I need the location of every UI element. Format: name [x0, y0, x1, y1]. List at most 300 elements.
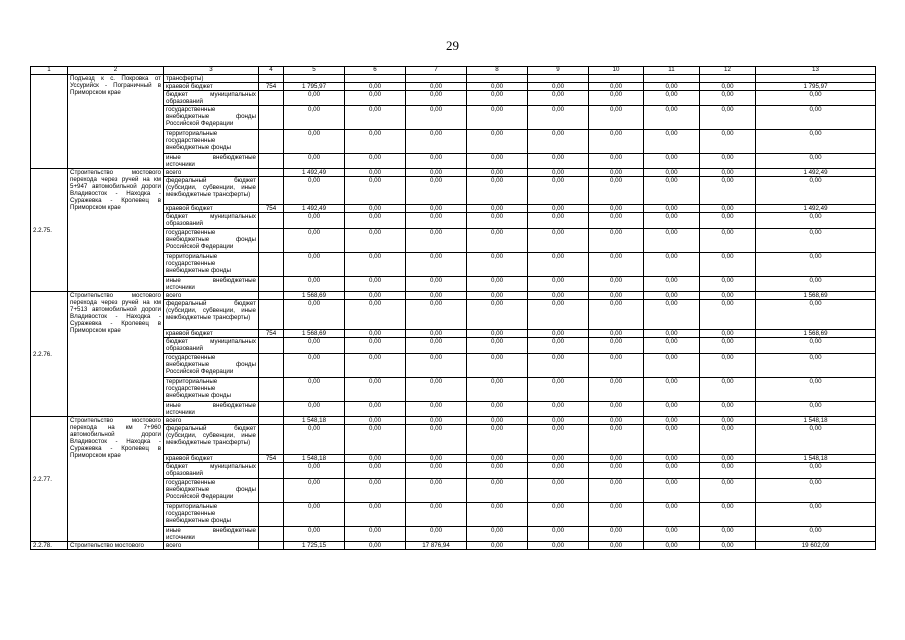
amount-cell: 0,00 [467, 205, 528, 213]
column-header: 7 [406, 67, 467, 75]
amount-cell: 0,00 [467, 106, 528, 130]
amount-cell: 0,00 [284, 213, 345, 229]
amount-cell: 0,00 [589, 106, 644, 130]
amount-cell: 0,00 [700, 378, 756, 402]
amount-cell: 0,00 [700, 503, 756, 527]
amount-cell: 0,00 [284, 106, 345, 130]
amount-cell: 0,00 [467, 503, 528, 527]
amount-cell: 0,00 [467, 154, 528, 169]
amount-cell: 0,00 [345, 527, 406, 542]
amount-cell: 0,00 [528, 455, 589, 463]
amount-cell: 0,00 [345, 292, 406, 300]
amount-cell: 0,00 [406, 130, 467, 154]
item-number: 2.2.78. [31, 542, 68, 550]
amount-cell: 0,00 [528, 417, 589, 425]
amount-cell: 0,00 [589, 455, 644, 463]
amount-cell: 0,00 [700, 527, 756, 542]
amount-cell: 0,00 [700, 205, 756, 213]
amount-cell: 0,00 [528, 479, 589, 503]
amount-cell: 0,00 [528, 354, 589, 378]
amount-cell: 0,00 [644, 417, 700, 425]
funding-source: краевой бюджет [164, 455, 259, 463]
amount-cell: 1 568,69 [756, 330, 876, 338]
column-header: 10 [589, 67, 644, 75]
amount-cell: 0,00 [345, 205, 406, 213]
funding-source: территориальные государственные внебюджетные фонды [164, 253, 259, 277]
amount-cell: 0,00 [756, 300, 876, 330]
amount-cell: 0,00 [700, 106, 756, 130]
amount-cell: 0,00 [406, 213, 467, 229]
amount-cell: 1 548,18 [284, 417, 345, 425]
column-header: 13 [756, 67, 876, 75]
amount-cell: 0,00 [284, 479, 345, 503]
amount-cell: 0,00 [756, 130, 876, 154]
amount-cell: 0,00 [589, 542, 644, 550]
amount-cell: 0,00 [756, 527, 876, 542]
amount-cell: 0,00 [700, 402, 756, 417]
amount-cell: 0,00 [756, 402, 876, 417]
amount-cell: 0,00 [406, 330, 467, 338]
amount-cell: 0,00 [406, 417, 467, 425]
amount-cell: 0,00 [644, 425, 700, 455]
amount-cell: 0,00 [700, 277, 756, 292]
page-number: 29 [446, 38, 459, 53]
item-number: 2.2.77. [31, 417, 68, 542]
amount-cell: 0,00 [467, 213, 528, 229]
amount-cell: 0,00 [284, 463, 345, 479]
amount-cell: 0,00 [284, 402, 345, 417]
amount-cell [406, 75, 467, 83]
column-header: 12 [700, 67, 756, 75]
amount-cell: 0,00 [406, 154, 467, 169]
amount-cell: 0,00 [528, 83, 589, 91]
amount-cell: 0,00 [284, 425, 345, 455]
amount-cell: 0,00 [589, 229, 644, 253]
budget-code [259, 130, 284, 154]
amount-cell: 0,00 [756, 213, 876, 229]
amount-cell: 0,00 [467, 253, 528, 277]
amount-cell: 0,00 [756, 378, 876, 402]
table-row [31, 292, 876, 300]
amount-cell: 1 492,49 [756, 169, 876, 177]
amount-cell: 0,00 [700, 417, 756, 425]
funding-source: иные внебюджетные источники [164, 402, 259, 417]
amount-cell: 0,00 [345, 213, 406, 229]
funding-source: федеральный бюджет (субсидии, субвенции, иные межбюджетные трансферты) [164, 177, 259, 205]
funding-source: территориальные государственные внебюджетные фонды [164, 503, 259, 527]
amount-cell: 0,00 [345, 229, 406, 253]
amount-cell: 1 548,18 [756, 455, 876, 463]
amount-cell: 0,00 [528, 463, 589, 479]
amount-cell: 0,00 [756, 277, 876, 292]
amount-cell: 0,00 [406, 91, 467, 106]
amount-cell: 1 568,69 [284, 292, 345, 300]
amount-cell: 0,00 [528, 130, 589, 154]
amount-cell: 0,00 [406, 277, 467, 292]
amount-cell: 0,00 [644, 463, 700, 479]
budget-code [259, 300, 284, 330]
amount-cell: 0,00 [589, 177, 644, 205]
item-number [31, 75, 68, 169]
amount-cell: 0,00 [644, 91, 700, 106]
amount-cell: 0,00 [700, 354, 756, 378]
budget-code: 754 [259, 330, 284, 338]
amount-cell: 0,00 [467, 354, 528, 378]
amount-cell: 0,00 [700, 338, 756, 354]
amount-cell: 0,00 [345, 455, 406, 463]
amount-cell: 0,00 [406, 292, 467, 300]
amount-cell: 0,00 [700, 292, 756, 300]
amount-cell: 0,00 [467, 417, 528, 425]
amount-cell: 0,00 [467, 402, 528, 417]
amount-cell: 0,00 [700, 455, 756, 463]
amount-cell: 0,00 [589, 417, 644, 425]
amount-cell: 0,00 [345, 425, 406, 455]
amount-cell: 0,00 [589, 253, 644, 277]
budget-code [259, 292, 284, 300]
amount-cell: 0,00 [700, 229, 756, 253]
funding-source: всего [164, 417, 259, 425]
amount-cell: 0,00 [528, 330, 589, 338]
amount-cell: 0,00 [284, 277, 345, 292]
amount-cell: 0,00 [644, 177, 700, 205]
amount-cell: 0,00 [467, 177, 528, 205]
funding-source: всего [164, 292, 259, 300]
funding-source: бюджет муниципальных образований [164, 338, 259, 354]
table-row [31, 542, 876, 550]
funding-source: иные внебюджетные источники [164, 154, 259, 169]
amount-cell: 0,00 [589, 205, 644, 213]
amount-cell: 0,00 [756, 177, 876, 205]
budget-code [259, 402, 284, 417]
amount-cell: 0,00 [345, 177, 406, 205]
amount-cell: 1 548,18 [756, 417, 876, 425]
amount-cell: 0,00 [644, 300, 700, 330]
amount-cell: 0,00 [406, 455, 467, 463]
budget-code [259, 479, 284, 503]
amount-cell: 0,00 [345, 479, 406, 503]
amount-cell: 0,00 [589, 378, 644, 402]
budget-code [259, 106, 284, 130]
amount-cell: 0,00 [700, 130, 756, 154]
amount-cell: 0,00 [756, 463, 876, 479]
amount-cell: 0,00 [406, 229, 467, 253]
amount-cell: 0,00 [756, 354, 876, 378]
amount-cell: 0,00 [284, 154, 345, 169]
amount-cell: 0,00 [589, 169, 644, 177]
amount-cell: 0,00 [589, 83, 644, 91]
funding-source: государственные внебюджетные фонды Российской Федерации [164, 354, 259, 378]
column-header: 8 [467, 67, 528, 75]
amount-cell: 0,00 [406, 169, 467, 177]
amount-cell: 0,00 [589, 503, 644, 527]
amount-cell: 0,00 [756, 479, 876, 503]
amount-cell: 0,00 [528, 292, 589, 300]
amount-cell: 0,00 [467, 130, 528, 154]
amount-cell: 0,00 [406, 253, 467, 277]
amount-cell: 0,00 [284, 378, 345, 402]
amount-cell: 0,00 [284, 91, 345, 106]
amount-cell: 0,00 [345, 130, 406, 154]
funding-source: иные внебюджетные источники [164, 277, 259, 292]
funding-source: краевой бюджет [164, 330, 259, 338]
amount-cell: 0,00 [644, 527, 700, 542]
amount-cell: 0,00 [644, 169, 700, 177]
amount-cell: 1 795,97 [284, 83, 345, 91]
funding-source: всего [164, 169, 259, 177]
amount-cell: 0,00 [700, 154, 756, 169]
budget-code [259, 229, 284, 253]
funding-source: всего [164, 542, 259, 550]
amount-cell: 0,00 [284, 527, 345, 542]
column-header: 3 [164, 67, 259, 75]
amount-cell: 0,00 [700, 169, 756, 177]
amount-cell: 0,00 [528, 177, 589, 205]
amount-cell: 0,00 [589, 154, 644, 169]
amount-cell: 0,00 [345, 106, 406, 130]
amount-cell: 0,00 [528, 205, 589, 213]
budget-code [259, 91, 284, 106]
amount-cell: 0,00 [406, 177, 467, 205]
amount-cell: 1 492,49 [284, 169, 345, 177]
funding-source: государственные внебюджетные фонды Российской Федерации [164, 229, 259, 253]
amount-cell: 0,00 [644, 338, 700, 354]
amount-cell: 0,00 [467, 338, 528, 354]
amount-cell: 0,00 [467, 277, 528, 292]
amount-cell: 0,00 [345, 338, 406, 354]
amount-cell [467, 75, 528, 83]
amount-cell: 0,00 [644, 479, 700, 503]
amount-cell: 0,00 [284, 229, 345, 253]
amount-cell: 0,00 [644, 154, 700, 169]
amount-cell [345, 75, 406, 83]
amount-cell: 1 568,69 [756, 292, 876, 300]
amount-cell: 0,00 [284, 177, 345, 205]
amount-cell: 0,00 [284, 354, 345, 378]
amount-cell [589, 75, 644, 83]
amount-cell: 1 725,15 [284, 542, 345, 550]
amount-cell: 1 492,49 [756, 205, 876, 213]
amount-cell: 0,00 [406, 300, 467, 330]
amount-cell: 0,00 [589, 354, 644, 378]
amount-cell: 0,00 [700, 83, 756, 91]
budget-code [259, 338, 284, 354]
project-name: Строительство мостового перехода через ручей на км 5+947 автомобильной дороги Владивосток - Находка - Суражевка - Кролевец в Приморском крае [68, 169, 164, 292]
funding-source: территориальные государственные внебюджетные фонды [164, 130, 259, 154]
amount-cell: 0,00 [528, 300, 589, 330]
item-number: 2.2.76. [31, 292, 68, 417]
amount-cell [528, 75, 589, 83]
budget-code [259, 527, 284, 542]
amount-cell: 0,00 [528, 106, 589, 130]
amount-cell: 1 548,18 [284, 455, 345, 463]
funding-source: краевой бюджет [164, 205, 259, 213]
amount-cell: 0,00 [345, 154, 406, 169]
funding-source: государственные внебюджетные фонды Российской Федерации [164, 479, 259, 503]
amount-cell [756, 75, 876, 83]
budget-code [259, 75, 284, 83]
amount-cell: 0,00 [528, 253, 589, 277]
amount-cell: 0,00 [345, 463, 406, 479]
amount-cell: 0,00 [345, 503, 406, 527]
amount-cell: 0,00 [528, 169, 589, 177]
budget-code [259, 378, 284, 402]
budget-code: 754 [259, 205, 284, 213]
amount-cell: 0,00 [589, 292, 644, 300]
amount-cell: 0,00 [589, 479, 644, 503]
amount-cell: 0,00 [700, 463, 756, 479]
funding-source: территориальные государственные внебюджетные фонды [164, 378, 259, 402]
amount-cell: 0,00 [528, 277, 589, 292]
budget-code [259, 213, 284, 229]
budget-code [259, 169, 284, 177]
project-name: Строительство мостового перехода на км 7+960 автомобильной дороги Владивосток - Находка - Суражевка - Кролевец в Приморском крае [68, 417, 164, 542]
amount-cell: 0,00 [700, 330, 756, 338]
amount-cell: 0,00 [756, 253, 876, 277]
budget-code [259, 417, 284, 425]
amount-cell [644, 75, 700, 83]
amount-cell: 0,00 [467, 378, 528, 402]
amount-cell: 0,00 [345, 330, 406, 338]
amount-cell: 0,00 [284, 130, 345, 154]
amount-cell: 0,00 [345, 277, 406, 292]
amount-cell: 0,00 [345, 417, 406, 425]
column-header: 11 [644, 67, 700, 75]
amount-cell: 0,00 [467, 463, 528, 479]
amount-cell: 0,00 [467, 330, 528, 338]
amount-cell: 0,00 [644, 330, 700, 338]
amount-cell: 0,00 [700, 300, 756, 330]
amount-cell: 0,00 [700, 425, 756, 455]
budget-code [259, 542, 284, 550]
amount-cell: 0,00 [406, 425, 467, 455]
amount-cell: 0,00 [284, 338, 345, 354]
amount-cell: 0,00 [644, 229, 700, 253]
funding-source: государственные внебюджетные фонды Российской Федерации [164, 106, 259, 130]
amount-cell: 0,00 [467, 425, 528, 455]
amount-cell: 0,00 [406, 338, 467, 354]
amount-cell: 0,00 [528, 154, 589, 169]
amount-cell: 0,00 [345, 91, 406, 106]
funding-source: федеральный бюджет (субсидии, субвенции, иные межбюджетные трансферты) [164, 425, 259, 455]
amount-cell: 0,00 [467, 229, 528, 253]
amount-cell: 0,00 [467, 300, 528, 330]
amount-cell: 0,00 [589, 338, 644, 354]
amount-cell: 0,00 [528, 213, 589, 229]
amount-cell: 0,00 [589, 463, 644, 479]
amount-cell: 0,00 [345, 542, 406, 550]
amount-cell: 0,00 [589, 425, 644, 455]
amount-cell: 0,00 [406, 479, 467, 503]
amount-cell: 0,00 [406, 463, 467, 479]
amount-cell: 0,00 [467, 169, 528, 177]
amount-cell: 0,00 [700, 542, 756, 550]
funding-source: бюджет муниципальных образований [164, 463, 259, 479]
amount-cell: 0,00 [756, 338, 876, 354]
header-row [31, 67, 876, 75]
amount-cell: 0,00 [467, 91, 528, 106]
amount-cell: 0,00 [644, 378, 700, 402]
funding-source: краевой бюджет [164, 83, 259, 91]
column-header: 5 [284, 67, 345, 75]
funding-source: бюджет муниципальных образований [164, 213, 259, 229]
budget-code [259, 253, 284, 277]
amount-cell: 0,00 [406, 83, 467, 91]
amount-cell: 0,00 [528, 425, 589, 455]
amount-cell: 0,00 [700, 177, 756, 205]
amount-cell: 0,00 [528, 229, 589, 253]
amount-cell: 0,00 [528, 402, 589, 417]
amount-cell: 0,00 [589, 527, 644, 542]
amount-cell: 0,00 [345, 378, 406, 402]
amount-cell: 0,00 [644, 402, 700, 417]
amount-cell: 17 876,94 [406, 542, 467, 550]
amount-cell: 0,00 [589, 213, 644, 229]
column-header: 9 [528, 67, 589, 75]
amount-cell: 0,00 [644, 213, 700, 229]
amount-cell [284, 75, 345, 83]
amount-cell: 0,00 [589, 300, 644, 330]
amount-cell: 0,00 [406, 402, 467, 417]
table-row [31, 75, 876, 83]
amount-cell: 0,00 [756, 91, 876, 106]
amount-cell: 0,00 [644, 542, 700, 550]
amount-cell: 1 795,97 [756, 83, 876, 91]
amount-cell: 0,00 [644, 106, 700, 130]
amount-cell: 0,00 [644, 292, 700, 300]
funding-source: иные внебюджетные источники [164, 527, 259, 542]
amount-cell: 0,00 [700, 213, 756, 229]
amount-cell: 0,00 [589, 277, 644, 292]
amount-cell [700, 75, 756, 83]
amount-cell: 0,00 [644, 455, 700, 463]
amount-cell: 1 492,49 [284, 205, 345, 213]
amount-cell: 0,00 [406, 354, 467, 378]
amount-cell: 0,00 [644, 253, 700, 277]
budget-code: 754 [259, 83, 284, 91]
amount-cell: 1 568,69 [284, 330, 345, 338]
budget-code [259, 425, 284, 455]
amount-cell: 0,00 [589, 330, 644, 338]
amount-cell: 0,00 [467, 479, 528, 503]
amount-cell: 0,00 [756, 229, 876, 253]
amount-cell: 0,00 [284, 503, 345, 527]
amount-cell: 0,00 [589, 402, 644, 417]
amount-cell: 0,00 [345, 169, 406, 177]
amount-cell: 0,00 [284, 300, 345, 330]
amount-cell: 0,00 [467, 542, 528, 550]
amount-cell: 0,00 [528, 338, 589, 354]
column-header: 1 [31, 67, 68, 75]
amount-cell: 0,00 [644, 277, 700, 292]
budget-table [30, 66, 876, 550]
amount-cell: 0,00 [644, 354, 700, 378]
amount-cell: 0,00 [644, 205, 700, 213]
amount-cell: 0,00 [528, 503, 589, 527]
budget-code [259, 177, 284, 205]
funding-source: федеральный бюджет (субсидии, субвенции, иные межбюджетные трансферты) [164, 300, 259, 330]
amount-cell: 19 602,09 [756, 542, 876, 550]
amount-cell: 0,00 [467, 455, 528, 463]
amount-cell: 0,00 [406, 106, 467, 130]
table-row [31, 169, 876, 177]
amount-cell: 0,00 [345, 402, 406, 417]
amount-cell: 0,00 [589, 130, 644, 154]
budget-code [259, 463, 284, 479]
project-name: Строительство мостового перехода через ручей на км 7+513 автомобильной дороги Владивосток - Находка - Суражевка - Кролевец в Приморском крае [68, 292, 164, 417]
column-header: 2 [68, 67, 164, 75]
column-header: 6 [345, 67, 406, 75]
